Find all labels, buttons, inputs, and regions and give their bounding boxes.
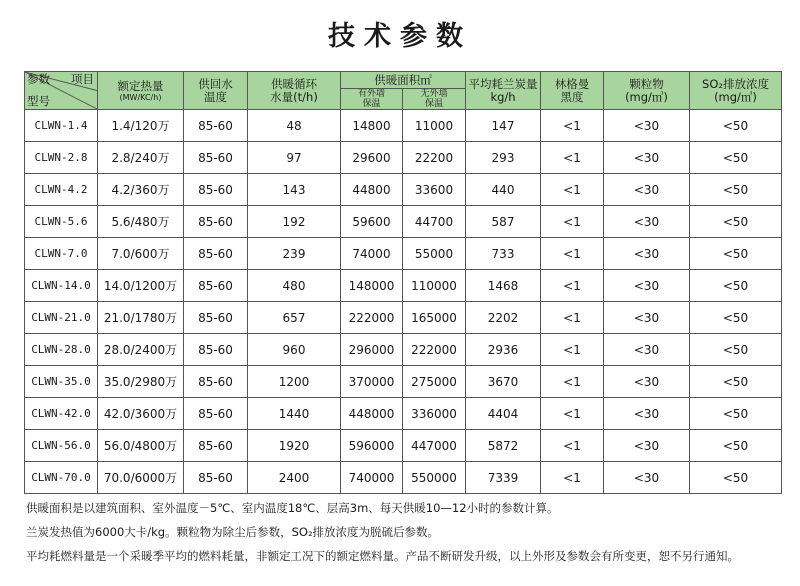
circulating-water-cell: 1440 [248, 398, 341, 430]
heating-area-label: 供暖面积㎡ [374, 72, 432, 87]
particulate-cell: <30 [604, 334, 690, 366]
area-uninsulated-cell: 22200 [403, 142, 466, 174]
return-temp-cell: 85-60 [184, 142, 248, 174]
rated-heat-cell: 5.6/480万 [98, 206, 184, 238]
model-cell: CLWN-7.0 [25, 238, 98, 270]
circulating-water-cell: 960 [248, 334, 341, 366]
table-row [25, 366, 782, 398]
so2-cell: <50 [690, 206, 782, 238]
spec-table [24, 71, 782, 494]
table-row [25, 334, 782, 366]
area-insulated-cell: 596000 [341, 430, 403, 462]
circ-water-label-2: 水量(t/h) [270, 89, 318, 104]
particulate-cell: <30 [604, 462, 690, 494]
model-cell: CLWN-5.6 [25, 206, 98, 238]
model-cell: CLWN-1.4 [25, 110, 98, 142]
rated-heat-cell: 35.0/2980万 [98, 366, 184, 398]
area-uninsulated-cell: 11000 [403, 110, 466, 142]
circulating-water-cell: 192 [248, 206, 341, 238]
col-coal-consumption [466, 72, 541, 110]
corner-label-item: 项目 [71, 72, 94, 86]
return-temp-cell: 85-60 [184, 110, 248, 142]
so2-cell: <50 [690, 238, 782, 270]
particulate-cell: <30 [604, 206, 690, 238]
return-temp-cell: 85-60 [184, 366, 248, 398]
table-row [25, 110, 782, 142]
ringelmann-label-2: 黑度 [560, 89, 584, 104]
return-temp-cell: 85-60 [184, 398, 248, 430]
table-row [25, 398, 782, 430]
footnote-2: 兰炭发热值为6000大卡/kg。颗粒物为除尘后参数，SO₂排放浓度为脱硫后参数。 [26, 525, 440, 539]
header-row-1 [25, 72, 782, 89]
circulating-water-cell: 143 [248, 174, 341, 206]
circulating-water-cell: 2400 [248, 462, 341, 494]
coal-consumption-cell: 293 [466, 142, 541, 174]
area-insulated-cell: 370000 [341, 366, 403, 398]
table-row [25, 142, 782, 174]
area-insulated-cell: 44800 [341, 174, 403, 206]
model-cell: CLWN-35.0 [25, 366, 98, 398]
circulating-water-cell: 1200 [248, 366, 341, 398]
so2-cell: <50 [690, 462, 782, 494]
coal-consumption-cell: 3670 [466, 366, 541, 398]
particulate-cell: <30 [604, 270, 690, 302]
footnotes [26, 496, 786, 568]
col-ringelmann [541, 72, 604, 110]
table-row [25, 238, 782, 270]
area-uninsulated-label-2: 保温 [424, 99, 443, 109]
area-uninsulated-cell: 550000 [403, 462, 466, 494]
area-uninsulated-cell: 447000 [403, 430, 466, 462]
model-cell: CLWN-42.0 [25, 398, 98, 430]
coal-label-1: 平均耗兰炭量 [468, 76, 538, 91]
model-cell: CLWN-70.0 [25, 462, 98, 494]
coal-label-2: kg/h [490, 89, 516, 104]
area-uninsulated-cell: 110000 [403, 270, 466, 302]
return-temp-cell: 85-60 [184, 302, 248, 334]
return-temp-cell: 85-60 [184, 334, 248, 366]
so2-label-2: (mg/㎥) [714, 89, 757, 104]
area-insulated-cell: 148000 [341, 270, 403, 302]
particulate-label-2: (mg/㎥) [625, 89, 668, 104]
return-temp-label-1: 供回水 [198, 76, 233, 91]
corner-label-param: 参数 [27, 72, 50, 86]
coal-consumption-cell: 587 [466, 206, 541, 238]
table-row [25, 462, 782, 494]
model-cell: CLWN-21.0 [25, 302, 98, 334]
area-insulated-label-2: 保温 [362, 99, 381, 109]
rated-heat-cell: 70.0/6000万 [98, 462, 184, 494]
area-uninsulated-cell: 222000 [403, 334, 466, 366]
circulating-water-cell: 657 [248, 302, 341, 334]
so2-cell: <50 [690, 430, 782, 462]
so2-cell: <50 [690, 110, 782, 142]
return-temp-cell: 85-60 [184, 430, 248, 462]
rated-heat-cell: 56.0/4800万 [98, 430, 184, 462]
ringelmann-cell: <1 [541, 174, 604, 206]
ringelmann-cell: <1 [541, 302, 604, 334]
circ-water-label-1: 供暖循环 [271, 76, 317, 91]
so2-cell: <50 [690, 366, 782, 398]
particulate-cell: <30 [604, 366, 690, 398]
ringelmann-cell: <1 [541, 334, 604, 366]
rated-heat-cell: 14.0/1200万 [98, 270, 184, 302]
col-circulating-water [248, 72, 341, 110]
circulating-water-cell: 1920 [248, 430, 341, 462]
rated-heat-cell: 1.4/120万 [98, 110, 184, 142]
ringelmann-cell: <1 [541, 270, 604, 302]
rated-heat-unit: (MW/KC/h) [119, 92, 162, 102]
table-row [25, 270, 782, 302]
col-area-insulated [341, 89, 403, 110]
circulating-water-cell: 480 [248, 270, 341, 302]
ringelmann-label-1: 林格曼 [554, 76, 590, 91]
particulate-label-1: 颗粒物 [629, 76, 664, 91]
coal-consumption-cell: 1468 [466, 270, 541, 302]
particulate-cell: <30 [604, 238, 690, 270]
rated-heat-cell: 2.8/240万 [98, 142, 184, 174]
area-uninsulated-cell: 44700 [403, 206, 466, 238]
table-row [25, 206, 782, 238]
col-rated-heat [98, 72, 184, 110]
return-temp-cell: 85-60 [184, 462, 248, 494]
table-row [25, 302, 782, 334]
corner-header-cell [25, 72, 98, 110]
coal-consumption-cell: 733 [466, 238, 541, 270]
col-particulate [604, 72, 690, 110]
so2-cell: <50 [690, 398, 782, 430]
coal-consumption-cell: 2936 [466, 334, 541, 366]
model-cell: CLWN-2.8 [25, 142, 98, 174]
area-insulated-cell: 222000 [341, 302, 403, 334]
circulating-water-cell: 48 [248, 110, 341, 142]
rated-heat-cell: 7.0/600万 [98, 238, 184, 270]
corner-label-model: 型号 [27, 94, 50, 108]
model-cell: CLWN-14.0 [25, 270, 98, 302]
so2-label-1: SO₂排放浓度 [702, 76, 769, 91]
rated-heat-cell: 4.2/360万 [98, 174, 184, 206]
area-uninsulated-label-1: 无外墙 [420, 89, 448, 99]
area-insulated-cell: 740000 [341, 462, 403, 494]
area-insulated-cell: 29600 [341, 142, 403, 174]
rated-heat-cell: 42.0/3600万 [98, 398, 184, 430]
area-insulated-cell: 14800 [341, 110, 403, 142]
col-return-temp [184, 72, 248, 110]
coal-consumption-cell: 147 [466, 110, 541, 142]
particulate-cell: <30 [604, 398, 690, 430]
footnote-1: 供暖面积是以建筑面积、室外温度－5℃、室内温度18℃、层高3m、每天供暖10—12小时的参数计算。 [26, 501, 559, 515]
return-temp-cell: 85-60 [184, 270, 248, 302]
coal-consumption-cell: 440 [466, 174, 541, 206]
ringelmann-cell: <1 [541, 238, 604, 270]
ringelmann-cell: <1 [541, 366, 604, 398]
rated-heat-cell: 21.0/1780万 [98, 302, 184, 334]
model-cell: CLWN-4.2 [25, 174, 98, 206]
coal-consumption-cell: 7339 [466, 462, 541, 494]
circulating-water-cell: 239 [248, 238, 341, 270]
so2-cell: <50 [690, 174, 782, 206]
ringelmann-cell: <1 [541, 206, 604, 238]
so2-cell: <50 [690, 334, 782, 366]
area-uninsulated-cell: 275000 [403, 366, 466, 398]
ringelmann-cell: <1 [541, 110, 604, 142]
return-temp-label-2: 温度 [204, 89, 227, 104]
area-uninsulated-cell: 165000 [403, 302, 466, 334]
ringelmann-cell: <1 [541, 430, 604, 462]
area-insulated-cell: 59600 [341, 206, 403, 238]
particulate-cell: <30 [604, 174, 690, 206]
col-so2 [690, 72, 782, 110]
rated-heat-cell: 28.0/2400万 [98, 334, 184, 366]
ringelmann-cell: <1 [541, 462, 604, 494]
so2-cell: <50 [690, 142, 782, 174]
area-insulated-label-1: 有外墙 [357, 89, 385, 99]
ringelmann-cell: <1 [541, 142, 604, 174]
coal-consumption-cell: 4404 [466, 398, 541, 430]
model-cell: CLWN-28.0 [25, 334, 98, 366]
return-temp-cell: 85-60 [184, 174, 248, 206]
table-row [25, 174, 782, 206]
rated-heat-label: 额定热量 [117, 78, 164, 93]
so2-cell: <50 [690, 270, 782, 302]
particulate-cell: <30 [604, 110, 690, 142]
ringelmann-cell: <1 [541, 398, 604, 430]
area-uninsulated-cell: 33600 [403, 174, 466, 206]
particulate-cell: <30 [604, 302, 690, 334]
page-title: 技术参数 [328, 21, 472, 52]
so2-cell: <50 [690, 302, 782, 334]
area-insulated-cell: 296000 [341, 334, 403, 366]
area-uninsulated-cell: 55000 [403, 238, 466, 270]
area-uninsulated-cell: 336000 [403, 398, 466, 430]
area-insulated-cell: 74000 [341, 238, 403, 270]
return-temp-cell: 85-60 [184, 206, 248, 238]
col-heating-area [341, 72, 466, 89]
coal-consumption-cell: 5872 [466, 430, 541, 462]
particulate-cell: <30 [604, 430, 690, 462]
circulating-water-cell: 97 [248, 142, 341, 174]
model-cell: CLWN-56.0 [25, 430, 98, 462]
col-area-uninsulated [403, 89, 466, 110]
table-row [25, 430, 782, 462]
footnote-3: 平均耗燃料量是一个采暖季平均的燃料耗量，非额定工况下的额定燃料量。产品不断研发升级，以上外形及参数会有所变更，恕不另行通知。 [26, 549, 739, 563]
particulate-cell: <30 [604, 142, 690, 174]
return-temp-cell: 85-60 [184, 238, 248, 270]
coal-consumption-cell: 2202 [466, 302, 541, 334]
area-insulated-cell: 448000 [341, 398, 403, 430]
